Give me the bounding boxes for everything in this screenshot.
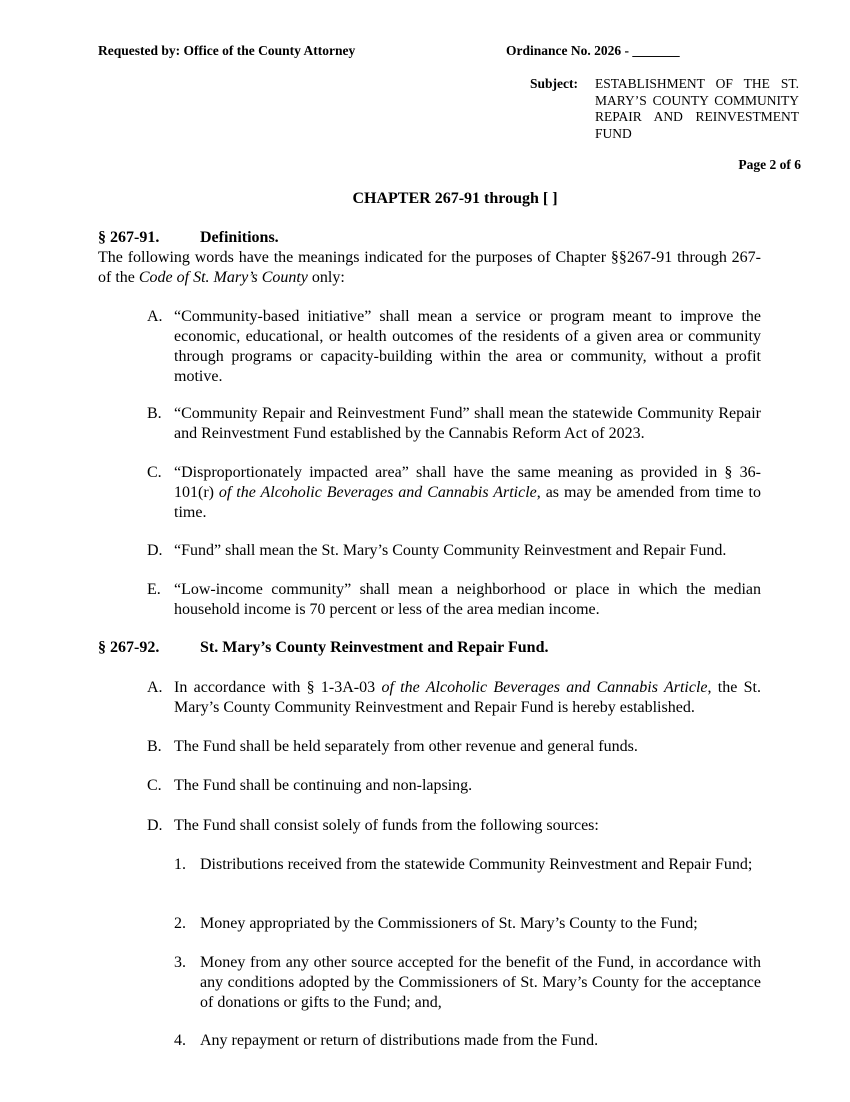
- item-label: B.: [147, 405, 162, 422]
- section-number: § 267-91.: [98, 229, 160, 246]
- item-text: “Community-based initiative” shall mean a service or program meant to improve the economic, educational, or health outcomes of the residents of a given area or community through programs or capacity-building within the area or community, without a profit motive.: [174, 308, 761, 385]
- page-number: Page 2 of 6: [738, 157, 801, 172]
- intro-end: only:: [307, 269, 345, 286]
- item-text-part: , as may be amended from time to time.: [174, 484, 762, 521]
- article-reference: of the Alcoholic Beverages and Cannabis Article: [218, 484, 537, 501]
- item-text-part: “Disproportionately impacted area” shall have the same meaning as provided in § 36-101(r): [174, 464, 761, 501]
- item-text: “Community Repair and Reinvestment Fund” shall mean the statewide Community Repair and Reinvestment Fund established by the Cannabis Reform Act of 2023.: [174, 405, 761, 442]
- item-label: C.: [147, 777, 162, 794]
- item-text: [174, 463, 761, 523]
- item-label: D.: [147, 817, 163, 834]
- item-label: D.: [147, 542, 163, 559]
- item-label: E.: [147, 581, 161, 598]
- chapter-title: CHAPTER 267-91 through [ ]: [352, 190, 558, 207]
- ordinance-number: Ordinance No. 2026 - _______: [506, 43, 680, 58]
- subitem-label: 4.: [174, 1032, 186, 1049]
- requested-by: Requested by: Office of the County Attorney: [98, 43, 356, 58]
- subject-text: ESTABLISHMENT OF THE ST. MARY’S COUNTY COMMUNITY REPAIR AND REINVESTMENT FUND: [595, 76, 799, 141]
- item-label: B.: [147, 738, 162, 755]
- item-text-part: , the St. Mary’s County Community Reinvestment and Repair Fund is hereby established.: [174, 679, 761, 716]
- article-reference: of the Alcoholic Beverages and Cannabis Article: [381, 679, 708, 696]
- subject-label: Subject:: [530, 76, 578, 91]
- section-intro: [98, 248, 761, 288]
- item-text: The Fund shall be held separately from other revenue and general funds.: [174, 738, 638, 755]
- subitem-label: 1.: [174, 856, 186, 873]
- section-heading: [98, 229, 279, 247]
- subitem-text: Money appropriated by the Commissioners of St. Mary’s County to the Fund;: [200, 915, 698, 932]
- code-reference: Code of St. Mary’s County: [138, 269, 308, 286]
- item-label: A.: [147, 679, 163, 696]
- item-text: The Fund shall consist solely of funds from the following sources:: [174, 817, 599, 834]
- item-text: [174, 678, 761, 718]
- intro-text: The following words have the meanings indicated for the purposes of Chapter §§267-91 through 267- of the: [98, 249, 761, 286]
- item-label: A.: [147, 308, 163, 325]
- section-title: St. Mary’s County Reinvestment and Repair Fund.: [200, 639, 549, 656]
- section-number: § 267-92.: [98, 639, 160, 656]
- subitem-text: Money from any other source accepted for the benefit of the Fund, in accordance with any conditions adopted by the Commissioners of St. Mary’s County for the acceptance of donations or gifts to the Fund; and,: [200, 954, 761, 1011]
- section-heading: [98, 639, 548, 657]
- section-title: Definitions.: [200, 229, 279, 246]
- item-text: “Fund” shall mean the St. Mary’s County Community Reinvestment and Repair Fund.: [174, 542, 727, 559]
- item-text: The Fund shall be continuing and non-lapsing.: [174, 777, 473, 794]
- subitem-label: 3.: [174, 954, 186, 971]
- subitem-text: Any repayment or return of distributions made from the Fund.: [200, 1032, 599, 1049]
- item-text-part: In accordance with § 1-3A-03: [174, 679, 382, 696]
- subitem-text: Distributions received from the statewide Community Reinvestment and Repair Fund;: [200, 856, 753, 873]
- item-text: “Low-income community” shall mean a neighborhood or place in which the median household income is 70 percent or less of the area median income.: [174, 581, 761, 618]
- item-label: C.: [147, 464, 162, 481]
- subitem-label: 2.: [174, 915, 186, 932]
